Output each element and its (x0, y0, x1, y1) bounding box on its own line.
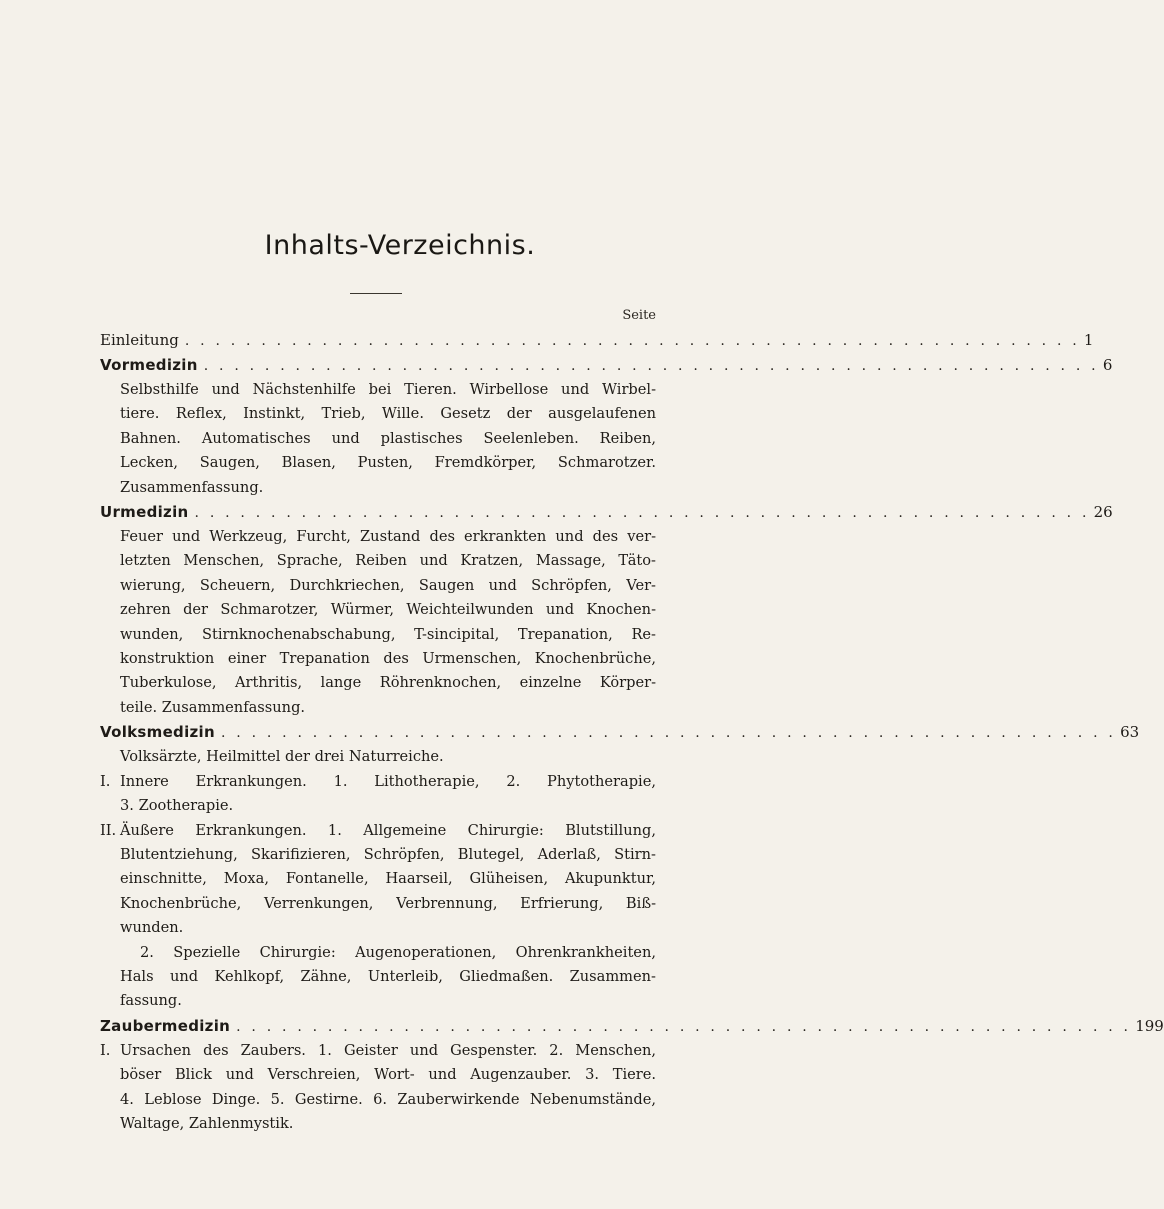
description-line: Zusammenfassung. (120, 478, 264, 496)
description-line: Blutentziehung, Skarifizieren, Schröpfen, Blutegel, Aderlaß, Stirn- (120, 845, 656, 863)
description-line: Bahnen. Automatisches und plastisches Seelenleben. Reiben, (120, 429, 656, 447)
section-numeral: I. (100, 772, 111, 790)
toc-entry-label: Volksmedizin (100, 723, 215, 742)
section-text (120, 819, 656, 941)
description-line: Lecken, Saugen, Blasen, Pusten, Fremdkörper, Schmarotzer. (120, 454, 656, 472)
section-text (120, 770, 656, 819)
dot-leader: . . . . . . . . . . . . . . . . . . . . . . . . . . . . . . . . . . . . . . . . . . . . . . . . . . . . . . . . . . . (220, 725, 1117, 742)
toc-entry-zaubermedizin[interactable] (100, 1014, 1164, 1039)
description-line: zehren der Schmarotzer, Würmer, Weichteilwunden und Knochen- (120, 601, 656, 619)
toc-section-spezielle-chirurgie (100, 941, 656, 1014)
description-line: 4. Leblose Dinge. 5. Gestirne. 6. Zauberwirkende Nebenumstände, (120, 1090, 656, 1108)
description-line: konstruktion einer Trepanation des Urmenschen, Knochenbrüche, (120, 650, 656, 668)
toc-entry-einleitung[interactable] (100, 328, 1094, 353)
description-line: Ursachen des Zaubers. 1. Geister und Gespenster. 2. Menschen, (120, 1041, 656, 1059)
page-title: Inhalts-Verzeichnis. (264, 230, 536, 261)
toc-description-vormedizin (100, 378, 656, 500)
description-line: Selbsthilfe und Nächstenhilfe bei Tieren. Wirbellose und Wirbel- (120, 381, 656, 398)
toc-entry-vormedizin[interactable] (100, 353, 1113, 378)
table-of-contents (100, 328, 1164, 1136)
toc-section-ursachen-des-zaubers (100, 1039, 656, 1137)
toc-entry-label: Vormedizin (100, 356, 198, 374)
toc-entry-label: Urmedizin (100, 503, 189, 522)
description-line: Tuberkulose, Arthritis, lange Röhrenknochen, einzelne Körper- (120, 674, 656, 692)
description-line: Feuer und Werkzeug, Furcht, Zustand des erkrankten und des ver- (120, 528, 656, 546)
description-line: wierung, Scheuern, Durchkriechen, Saugen und Schröpfen, Ver- (120, 576, 656, 594)
dot-leader: . . . . . . . . . . . . . . . . . . . . . . . . . . . . . . . . . . . . . . . . . . . . . . . . . . . . . . . . . . . (194, 505, 1090, 522)
page-column-header: Seite (622, 308, 656, 323)
toc-description-volksmedizin-intro (100, 745, 656, 769)
toc-section-aeussere-erkrankungen (100, 819, 656, 941)
dot-leader: . . . . . . . . . . . . . . . . . . . . . . . . . . . . . . . . . . . . . . . . . . . . . . . . . . . . . . . . . . . (236, 1018, 1132, 1035)
description-line: Waltage, Zahlenmystik. (120, 1114, 294, 1132)
description-line: einschnitte, Moxa, Fontanelle, Haarseil, Glüheisen, Akupunktur, (120, 870, 656, 888)
toc-entry-urmedizin[interactable] (100, 500, 1113, 525)
title-rule (350, 293, 402, 294)
description-line: 2. Spezielle Chirurgie: Augenoperationen, Ohrenkrankheiten, (140, 943, 656, 961)
dot-leader: . . . . . . . . . . . . . . . . . . . . . . . . . . . . . . . . . . . . . . . . . . . . . . . . . . . . . . . . . . . (184, 333, 1080, 349)
description-line: wunden, Stirnknochenabschabung, T-sincipital, Trepanation, Re- (120, 625, 656, 643)
description-line: Volksärzte, Heilmittel der drei Naturreiche. (120, 748, 444, 766)
description-line: wunden. (120, 919, 184, 937)
toc-page-number: 26 (1093, 503, 1113, 522)
section-numeral: I. (100, 1041, 111, 1059)
description-line: tiere. Reflex, Instinkt, Trieb, Wille. Gesetz der ausgelaufenen (120, 405, 656, 423)
toc-page-number: 199 (1135, 1016, 1164, 1035)
description-line: teile. Zusammenfassung. (120, 698, 306, 716)
toc-entry-label: Zaubermedizin (100, 1016, 231, 1035)
toc-entry-label: Einleitung (100, 331, 179, 349)
description-line: Knochenbrüche, Verrenkungen, Verbrennung, Erfrierung, Biß- (120, 894, 656, 912)
description-line: Hals und Kehlkopf, Zähne, Unterleib, Gliedmaßen. Zusammen- (120, 967, 656, 985)
description-line: fassung. (120, 992, 182, 1010)
description-line: letzten Menschen, Sprache, Reiben und Kratzen, Massage, Täto- (120, 552, 656, 570)
toc-page-number: 6 (1102, 356, 1113, 374)
description-line: Innere Erkrankungen. 1. Lithotherapie, 2. Phytotherapie, (120, 772, 656, 790)
toc-page-number: 1 (1083, 331, 1094, 349)
section-numeral: II. (100, 821, 117, 839)
toc-section-innere-erkrankungen (100, 770, 656, 819)
description-line: 3. Zootherapie. (120, 797, 234, 815)
section-text (120, 1039, 656, 1137)
description-line: Äußere Erkrankungen. 1. Allgemeine Chirurgie: Blutstillung, (120, 821, 656, 839)
dot-leader: . . . . . . . . . . . . . . . . . . . . . . . . . . . . . . . . . . . . . . . . . . . . . . . . . . . . . . . . . . . (203, 358, 1099, 374)
toc-entry-volksmedizin[interactable] (100, 720, 1140, 745)
description-line: böser Blick und Verschreien, Wort- und Augenzauber. 3. Tiere. (120, 1066, 656, 1084)
toc-description-urmedizin (100, 525, 656, 720)
toc-page-number: 63 (1120, 723, 1140, 742)
